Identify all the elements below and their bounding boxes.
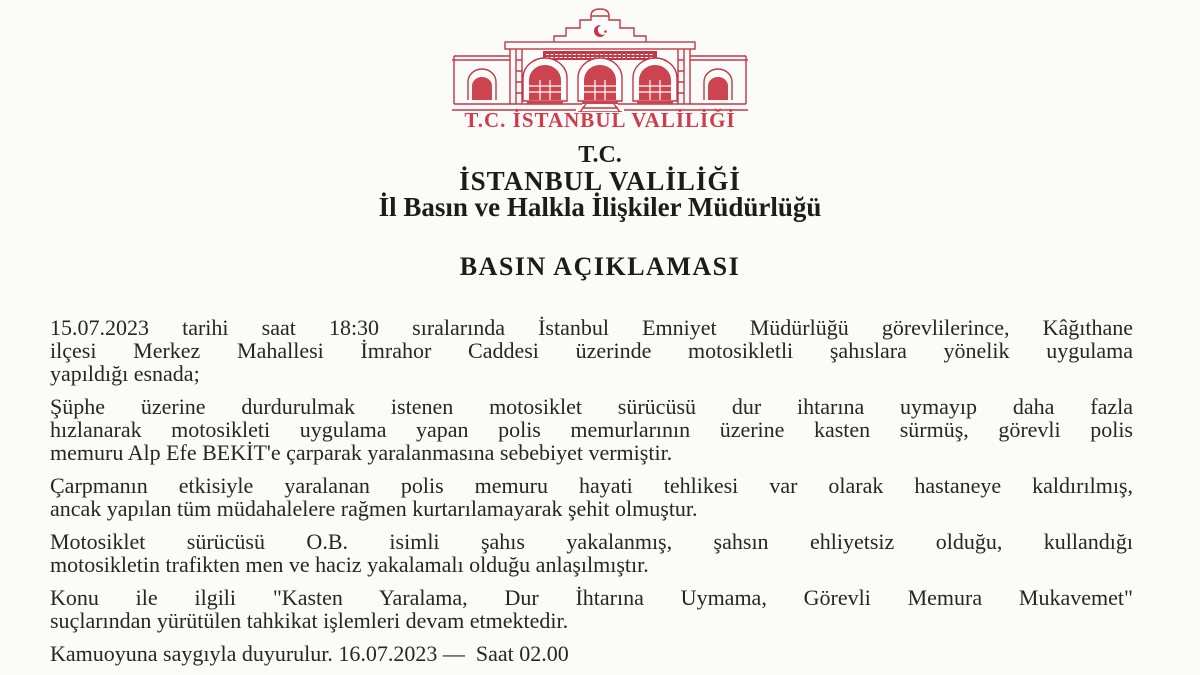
closing-line: Kamuoyuna saygıyla duyurulur. 16.07.2023 — Saat 02.00 bbox=[50, 641, 569, 666]
logo-section bbox=[0, 0, 1200, 132]
body-text bbox=[50, 316, 1133, 665]
press-release-title: BASIN AÇIKLAMASI bbox=[459, 252, 741, 281]
paragraph bbox=[50, 474, 1133, 520]
header-org: İSTANBUL VALİLİĞİ bbox=[459, 166, 741, 196]
paragraph bbox=[50, 530, 1133, 576]
paragraph-line: ancak yapılan tüm müdahalelere rağmen kurtarılamayarak şehit olmuştur. bbox=[50, 496, 698, 521]
paragraph-line: motosikletin trafikten men ve haciz yakalamalı olduğu anlaşılmıştır. bbox=[50, 552, 649, 577]
paragraph-line: ilçesi Merkez Mahallesi İmrahor Caddesi üzerinde motosikletli şahıslara yönelik uygulama bbox=[50, 338, 1133, 363]
paragraph-line: Çarpmanın etkisiyle yaralanan polis memuru hayati tehlikesi var olarak hastaneye kaldırılmış, bbox=[50, 473, 1133, 498]
header-dept: İl Basın ve Halkla İlişkiler Müdürlüğü bbox=[378, 192, 822, 222]
paragraph-line: Motosiklet sürücüsü O.B. isimli şahıs yakalanmış, şahsın ehliyetsiz olduğu, kullandığı bbox=[50, 529, 1133, 554]
paragraph bbox=[50, 586, 1133, 632]
paragraph-line: memuru Alp Efe BEKİT'e çarparak yaralanmasına sebebiyet vermiştir. bbox=[50, 440, 673, 465]
body-paragraphs bbox=[50, 316, 1133, 632]
paragraph-line: Şüphe üzerine durdurulmak istenen motosiklet sürücüsü dur ihtarına uymayıp daha fazla bbox=[50, 394, 1133, 419]
header-tc: T.C. bbox=[578, 142, 622, 168]
paragraph-line: hızlanarak motosikleti uygulama yapan polis memurlarının üzerine kasten sürmüş, görevli polis bbox=[50, 417, 1133, 442]
paragraph bbox=[50, 316, 1133, 385]
paragraph-line: yapıldığı esnada; bbox=[50, 361, 200, 386]
paragraph-line: Konu ile ilgili "Kasten Yaralama, Dur İhtarına Uymama, Görevli Memura Mukavemet" bbox=[50, 585, 1133, 610]
governorship-building-icon bbox=[450, 8, 750, 112]
paragraph-line: 15.07.2023 tarihi saat 18:30 sıralarında İstanbul Emniyet Müdürlüğü görevlilerince, Kâğıthane bbox=[50, 315, 1133, 340]
paragraph bbox=[50, 395, 1133, 464]
logo-caption: T.C. İSTANBUL VALİLİĞİ bbox=[464, 108, 736, 132]
paragraph-line: suçlarından yürütülen tahkikat işlemleri devam etmektedir. bbox=[50, 608, 569, 633]
